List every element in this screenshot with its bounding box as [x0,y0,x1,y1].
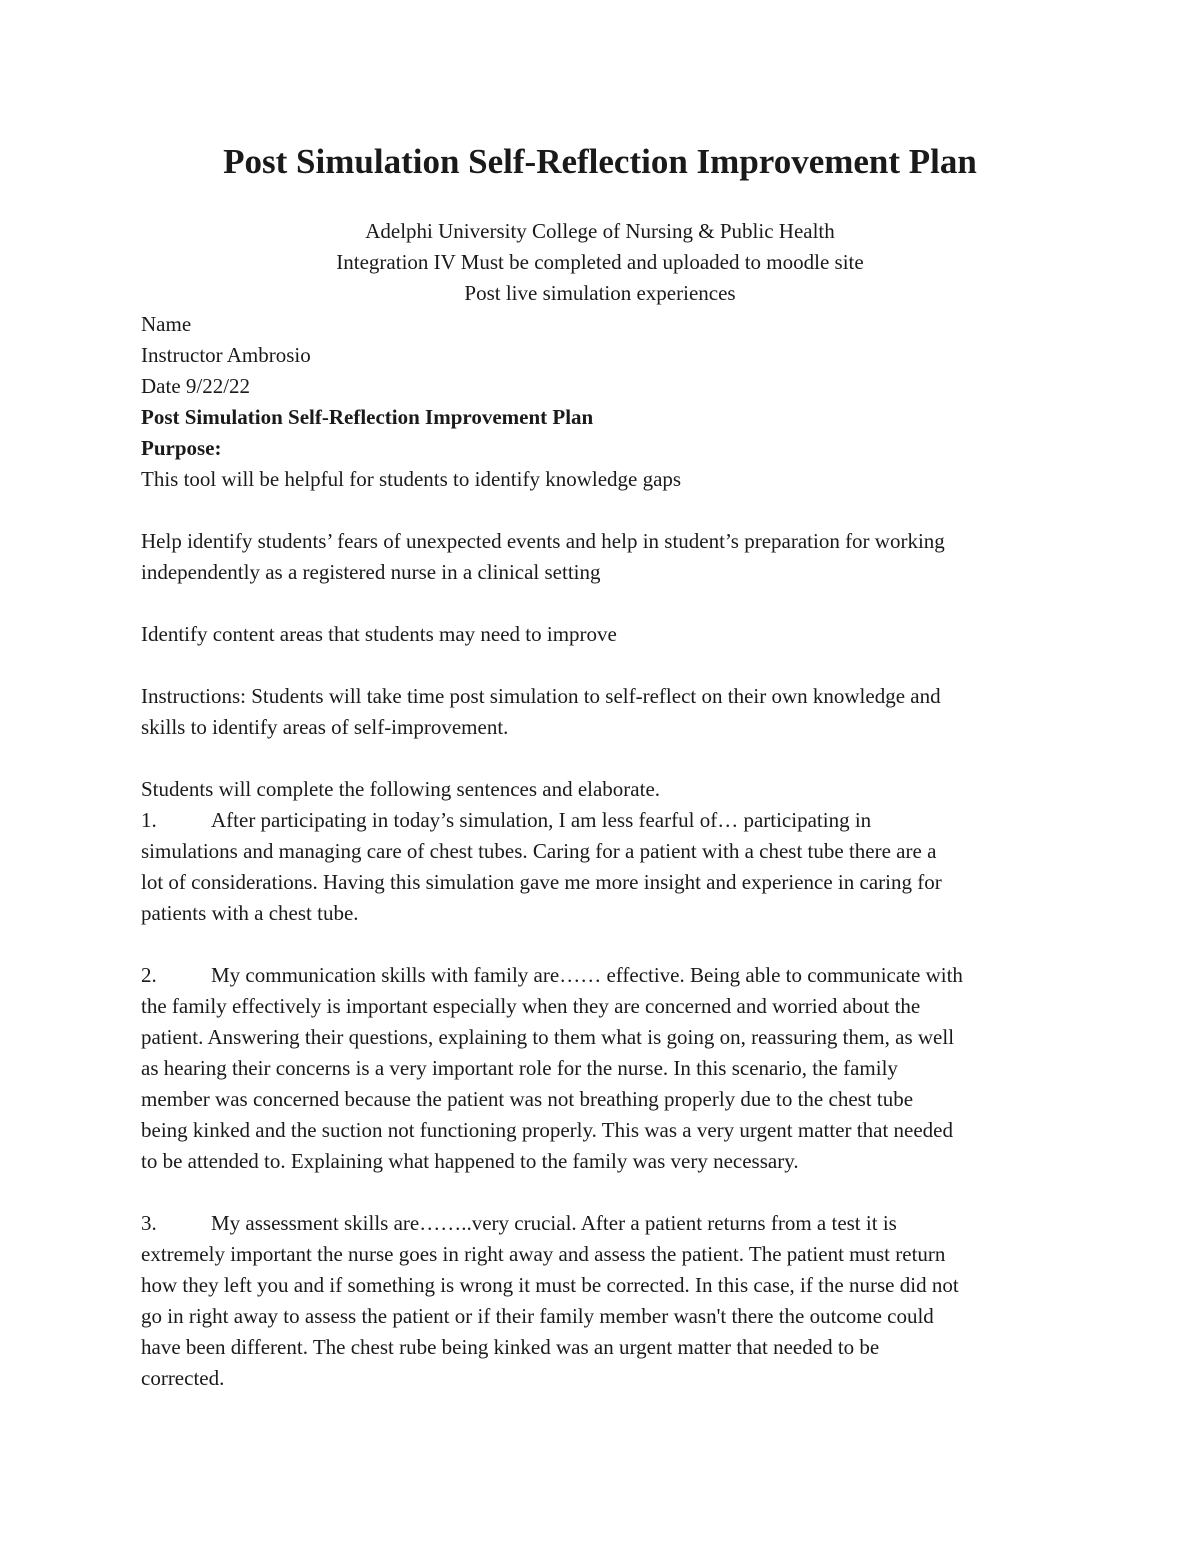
instructions-paragraph [141,681,1066,743]
paragraph-line: independently as a registered nurse in a clinical setting [141,560,601,584]
item-first-line [141,960,1066,991]
document-header [0,216,1200,309]
paragraph-line: as hearing their concerns is a very important role for the nurse. In this scenario, the family [141,1056,898,1080]
item-first-line [141,1208,1066,1239]
identify-paragraph [141,619,1066,650]
paragraph-line: lot of considerations. Having this simulation gave me more insight and experience in caring for [141,870,942,894]
paragraph-line: to be attended to. Explaining what happened to the family was very necessary. [141,1149,799,1173]
numbered-item-2 [141,960,1066,1177]
document-title: Post Simulation Self-Reflection Improvement Plan [223,142,977,181]
item-first-text: My communication skills with family are…… effective. Being able to communicate with [211,963,963,987]
paragraph-line: extremely important the nurse goes in right away and assess the patient. The patient must return [141,1242,946,1266]
header-institution: Adelphi University College of Nursing & Public Health [365,219,835,243]
document-body [141,309,1066,1394]
paragraph-line: Instructions: Students will take time post simulation to self-reflect on their own knowledge and [141,684,941,708]
item-first-text: My assessment skills are……..very crucial. After a patient returns from a test it is [211,1211,897,1235]
item-number: 1. [141,808,157,832]
item-number: 3. [141,1211,157,1235]
help-paragraph [141,526,1066,588]
numbered-item-1 [141,805,1066,929]
info-name: Name [141,312,192,336]
item-first-text: After participating in today’s simulation, I am less fearful of… participating in [211,808,872,832]
paragraph-line: simulations and managing care of chest tubes. Caring for a patient with a chest tube there are a [141,839,937,863]
paragraph-line: the family effectively is important especially when they are concerned and worried about the [141,994,921,1018]
purpose-label: Purpose: [141,436,222,460]
paragraph-line: Help identify students’ fears of unexpected events and help in student’s preparation for working [141,529,945,553]
paragraph-line: how they left you and if something is wrong it must be corrected. In this case, if the nurse did not [141,1273,959,1297]
paragraph-line: member was concerned because the patient was not breathing properly due to the chest tube [141,1087,914,1111]
paragraph-line: have been different. The chest rube being kinked was an urgent matter that needed to be [141,1335,880,1359]
paragraph-line: patients with a chest tube. [141,901,359,925]
complete-instruction: Students will complete the following sentences and elaborate. [141,777,661,801]
paragraph-line: skills to identify areas of self-improvement. [141,715,509,739]
header-context: Post live simulation experiences [464,281,736,305]
paragraph-line: corrected. [141,1366,225,1390]
numbered-item-3 [141,1208,1066,1394]
paragraph-line: Identify content areas that students may need to improve [141,622,617,646]
paragraph-line: go in right away to assess the patient or if their family member wasn't there the outcome could [141,1304,934,1328]
item-number: 2. [141,963,157,987]
paragraph-line: patient. Answering their questions, explaining to them what is going on, reassuring them, as well [141,1025,955,1049]
header-course: Integration IV Must be completed and uploaded to moodle site [336,250,864,274]
section-subtitle: Post Simulation Self-Reflection Improvement Plan [141,405,594,429]
paragraph-line: This tool will be helpful for students to identify knowledge gaps [141,467,682,491]
info-date: Date 9/22/22 [141,374,251,398]
paragraph-line: being kinked and the suction not functioning properly. This was a very urgent matter that needed [141,1118,953,1142]
item-first-line [141,805,1066,836]
info-instructor: Instructor Ambrosio [141,343,311,367]
purpose-paragraph [141,464,1066,495]
